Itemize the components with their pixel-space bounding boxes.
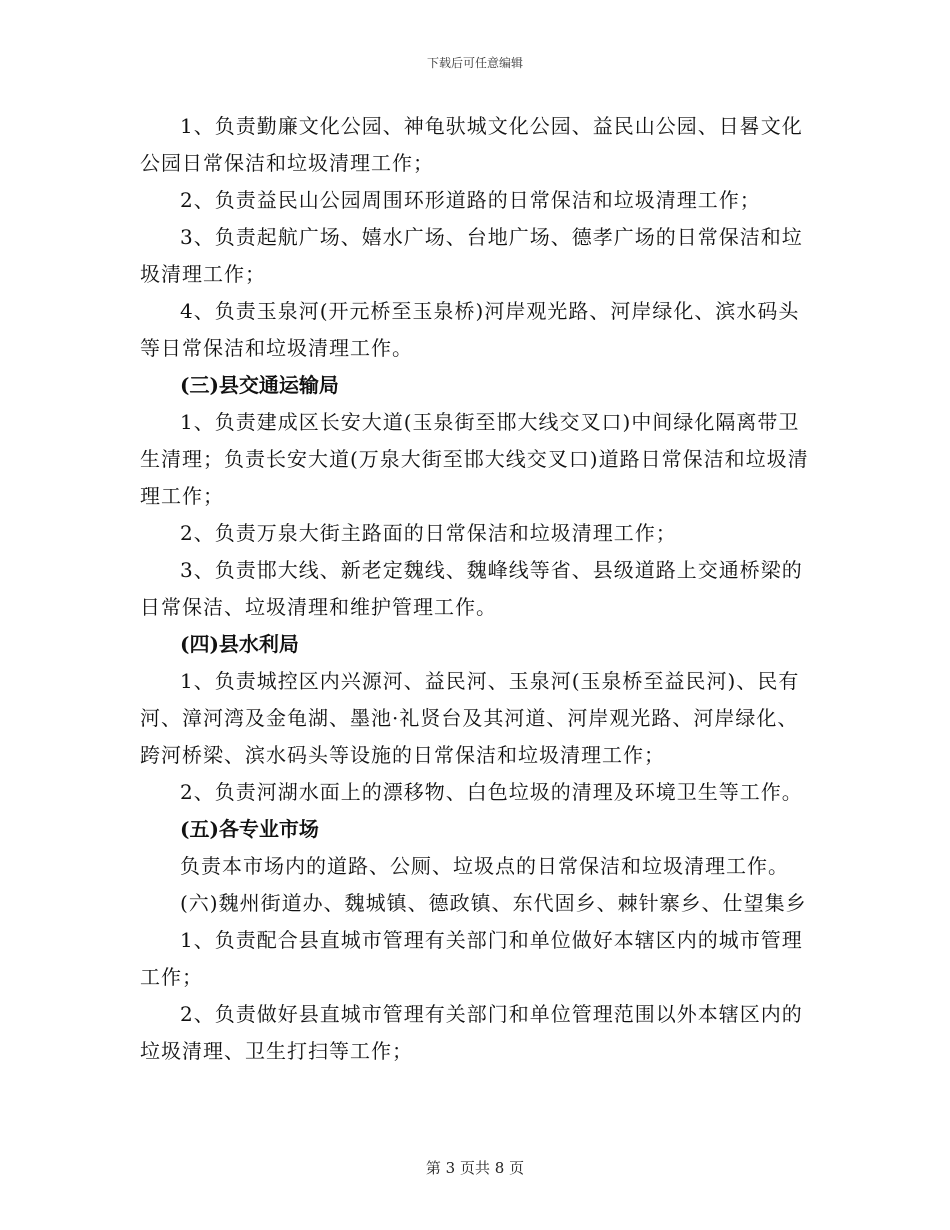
paragraph: 负责本市场内的道路、公厕、垃圾点的日常保洁和垃圾清理工作。 <box>180 854 789 878</box>
paragraph: 2、负责做好县直城市管理有关部门和单位管理范围以外本辖区内的垃圾清理、卫生打扫等工作； <box>140 1002 803 1063</box>
document-body <box>140 108 810 1070</box>
paragraph: 3、负责邯大线、新老定魏线、魏峰线等省、县级道路上交通桥梁的日常保洁、垃圾清理和维护管理工作。 <box>140 558 803 619</box>
paragraph: 2、负责河湖水面上的漂移物、白色垃圾的清理及环境卫生等工作。 <box>180 780 803 804</box>
section-heading: (三)县交通运输局 <box>180 373 339 397</box>
paragraph: 3、负责起航广场、嬉水广场、台地广场、德孝广场的日常保洁和垃圾清理工作； <box>140 225 803 286</box>
paragraph: 2、负责益民山公园周围环形道路的日常保洁和垃圾清理工作； <box>180 188 761 212</box>
paragraph: 2、负责万泉大街主路面的日常保洁和垃圾清理工作； <box>180 521 677 545</box>
page-header: 下载后可任意编辑 <box>426 56 523 70</box>
paragraph: 1、负责建成区长安大道(玉泉街至邯大线交叉口)中间绿化隔离带卫生清理；负责长安大道(万泉大街至邯大线交叉口)道路日常保洁和垃圾清理工作； <box>140 410 809 508</box>
paragraph: 1、负责勤廉文化公园、神龟驮城文化公园、益民山公园、日晷文化公园日常保洁和垃圾清理工作； <box>140 114 803 175</box>
page-footer: 第 3 页共 8 页 <box>425 1159 525 1177</box>
paragraph: (六)魏州街道办、魏城镇、德政镇、东代固乡、棘针寨乡、仕望集乡 <box>180 891 807 915</box>
paragraph: 4、负责玉泉河(开元桥至玉泉桥)河岸观光路、河岸绿化、滨水码头等日常保洁和垃圾清理工作。 <box>140 299 800 360</box>
section-heading: (四)县水利局 <box>180 632 299 656</box>
paragraph: 1、负责城控区内兴源河、益民河、玉泉河(玉泉桥至益民河)、民有河、漳河湾及金龟湖、墨池·礼贤台及其河道、河岸观光路、河岸绿化、跨河桥梁、滨水码头等设施的日常保洁和垃圾清理工作； <box>140 669 800 767</box>
paragraph: 1、负责配合县直城市管理有关部门和单位做好本辖区内的城市管理工作； <box>140 928 803 989</box>
section-heading: (五)各专业市场 <box>180 817 319 841</box>
